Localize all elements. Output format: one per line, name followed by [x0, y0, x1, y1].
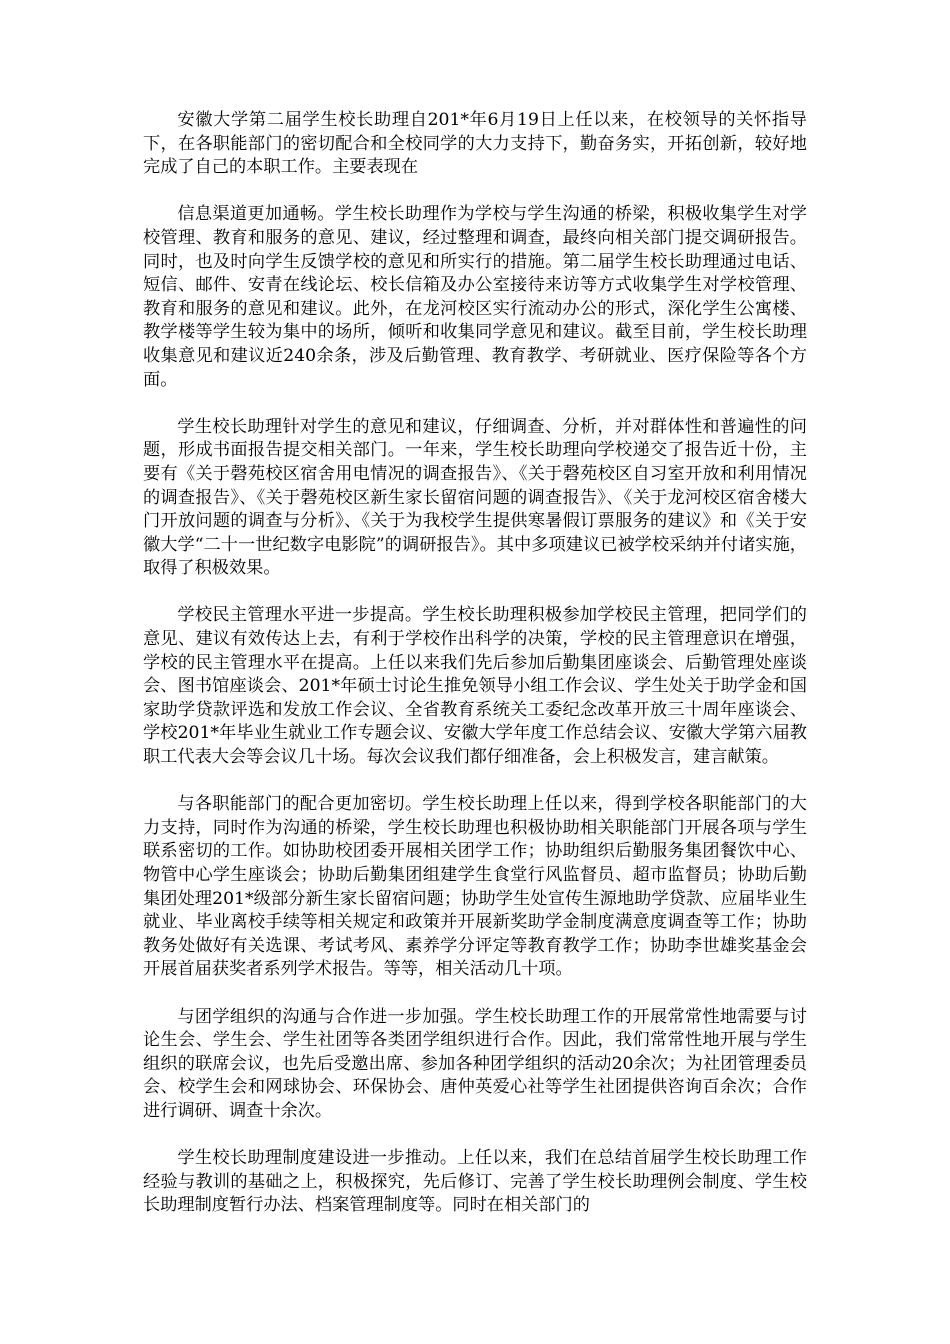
paragraph-intro: 安徽大学第二届学生校长助理自201*年6月19日上任以来，在校领导的关怀指导下，在各职能部门的密切配合和全校同学的大力支持下，勤奋务实，开拓创新，较好地完成了自己的本职工作。主要表现在 — [143, 110, 807, 178]
paragraph-department-cooperation: 与各职能部门的配合更加密切。学生校长助理上任以来，得到学校各职能部门的大力支持，同时作为沟通的桥梁，学生校长助理也积极协助相关职能部门开展各项与学生联系密切的工作。如协助校团委开展相关团学工作；协助组织后勤服务集团餐饮中心、物管中心学生座谈会；协助后勤集团组建学生食堂行风监督员、超市监督员；协助后勤集团处理201*级部分新生家长留宿问题；协助学生处宣传生源地助学贷款、应届毕业生就业、毕业离校手续等相关规定和政策并开展新奖助学金制度满意度调查等工作；协助教务处做好有关选课、考试考风、素养学分评定等教育教学工作；协助李世雄奖基金会开展首届获奖者系列学术报告。等等，相关活动几十项。 — [143, 794, 807, 980]
document-body — [143, 109, 807, 1218]
paragraph-system-building: 学生校长助理制度建设进一步推动。上任以来，我们在总结首届学生校长助理工作经验与教训的基础之上，积极探究，先后修订、完善了学生校长助理例会制度、学生校长助理制度暂行办法、档案管理制度等。同时在相关部门的 — [143, 1148, 807, 1216]
paragraph-student-organizations: 与团学组织的沟通与合作进一步加强。学生校长助理工作的开展常常性地需要与讨论生会、学生会、学生社团等各类团学组织进行合作。因此，我们常常性地开展与学生组织的联席会议，也先后受邀出席、参加各种团学组织的活动20余次；为社团管理委员会、校学生会和网球协会、环保协会、唐仲英爱心社等学生社团提供咨询百余次；合作进行调研、调查十余次。 — [143, 1006, 807, 1121]
paragraph-information-channels: 信息渠道更加通畅。学生校长助理作为学校与学生沟通的桥梁，积极收集学生对学校管理、教育和服务的意见、建议，经过整理和调查，最终向相关部门提交调研报告。同时，也及时向学生反馈学校的意见和所实行的措施。第二届学生校长助理通过电话、短信、邮件、安青在线论坛、校长信箱及办公室接待来访等方式收集学生对学校管理、教育和服务的意见和建议。此外，在龙河校区实行流动办公的形式，深化学生公寓楼、教学楼等学生较为集中的场所，倾听和收集同学意见和建议。截至目前，学生校长助理收集意见和建议近240余条，涉及后勤管理、教育教学、考研就业、医疗保险等各个方面。 — [143, 204, 807, 390]
paragraph-research-reports: 学生校长助理针对学生的意见和建议，仔细调查、分析，并对群体性和普遍性的问题，形成书面报告提交相关部门。一年来，学生校长助理向学校递交了报告近十份，主要有《关于磬苑校区宿舍用电情况的调查报告》、《关于磬苑校区自习室开放和利用情况的调查报告》、《关于磬苑校区新生家长留宿问题的调查报告》、《关于龙河校区宿舍楼大门开放问题的调查与分析》、《关于为我校学生提供寒暑假订票服务的建议》和《关于安徽大学“二十一世纪数字电影院”的调研报告》。其中多项建议已被学校采纳并付诸实施，取得了积极效果。 — [143, 416, 807, 579]
paragraph-democratic-management: 学校民主管理水平进一步提高。学生校长助理积极参加学校民主管理，把同学们的意见、建议有效传达上去，有利于学校作出科学的决策，学校的民主管理意识在增强，学校的民主管理水平在提高。上任以来我们先后参加后勤集团座谈会、后勤管理处座谈会、图书馆座谈会、201*年硕士讨论生推免领导小组工作会议、学生处关于助学金和国家助学贷款评选和发放工作会议、全省教育系统关工委纪念改革开放三十周年座谈会、学校201*年毕业生就业工作专题会议、安徽大学年度工作总结会议、安徽大学第六届教职工代表大会等会议几十场。每次会议我们都仔细准备，会上积极发言，建言献策。 — [143, 605, 807, 768]
